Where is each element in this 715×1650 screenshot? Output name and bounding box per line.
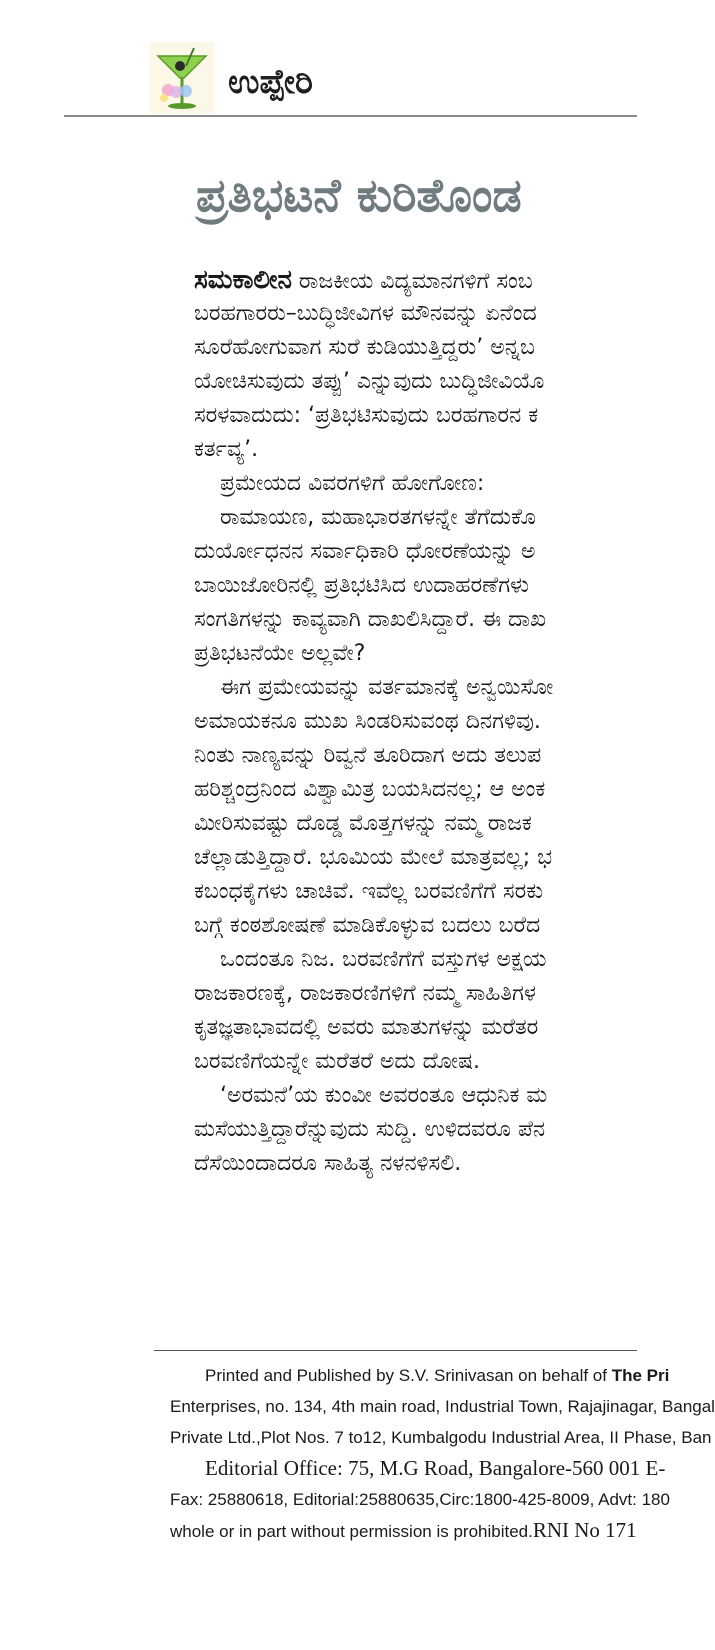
article-line: ಈಗ ಪ್ರಮೇಯವನ್ನು ವರ್ತಮಾನಕ್ಕೆ ಅನ್ವಯಿಸೋ bbox=[220, 675, 554, 700]
article-line: ಪ್ರಮೇಯದ ವಿವರಗಳಿಗೆ ಹೋಗೋಣ: bbox=[220, 471, 485, 496]
footer-divider bbox=[154, 1350, 637, 1351]
article-line: ಕೃತಜ್ಞತಾಭಾವದಲ್ಲಿ ಅವರು ಮಾತುಗಳನ್ನು ಮರೆತರ bbox=[194, 1015, 539, 1040]
article-line: ಬರವಣಿಗೆಯನ್ನೇ ಮರೆತರೆ ಅದು ದೋಷ. bbox=[194, 1049, 481, 1074]
article-line: ಪ್ರತಿಭಟನೆಯೇ ಅಲ್ಲವೇ? bbox=[194, 641, 366, 666]
article-line: ರಾಮಾಯಣ, ಮಹಾಭಾರತಗಳನ್ನೇ ತೆಗೆದುಕೊ bbox=[220, 505, 536, 530]
article-line: ರಾಜಕಾರಣಕ್ಕೆ, ರಾಜಕಾರಣಿಗಳಿಗೆ ನಮ್ಮ ಸಾಹಿತಿಗಳ bbox=[194, 981, 536, 1006]
article-body bbox=[194, 263, 637, 1181]
article-line: ಬಾಯಿಜೋರಿನಲ್ಲಿ ಪ್ರತಿಭಟಿಸಿದ ಉದಾಹರಣೆಗಳು bbox=[194, 573, 530, 598]
imprint-line: Fax: 25880618, Editorial:25880635,Circ:1800-425-8009, Advt: 180 bbox=[170, 1490, 670, 1509]
imprint-line: Enterprises, no. 134, 4th main road, Industrial Town, Rajajinagar, Bangal bbox=[170, 1397, 715, 1416]
imprint-line: whole or in part without permission is prohibited.RNI No 171 bbox=[170, 1518, 637, 1542]
imprint-footer bbox=[170, 1360, 715, 1546]
imprint-line: Printed and Published by S.V. Srinivasan on behalf of The Pri bbox=[205, 1366, 670, 1385]
imprint-line: Editorial Office: 75, M.G Road, Bangalore-560 001 E- bbox=[205, 1456, 666, 1480]
article-line: ಕಬಂಧಕೈಗಳು ಚಾಚಿವೆ. ಇವೆಲ್ಲ ಬರವಣಿಗೆಗೆ ಸರಕು bbox=[194, 879, 544, 904]
article-line: ಚೆಲ್ಲಾಡುತ್ತಿದ್ದಾರೆ. ಭೂಮಿಯ ಮೇಲೆ ಮಾತ್ರವಲ್ಲ; ಭ bbox=[194, 845, 553, 870]
article-line: ಬರಹಗಾರರು–ಬುದ್ಧಿಜೀವಿಗಳ ಮೌನವನ್ನು ಏನೆಂದ bbox=[194, 301, 537, 326]
cocktail-glass-icon bbox=[150, 42, 214, 114]
imprint-line: Private Ltd.,Plot Nos. 7 to12, Kumbalgodu Industrial Area, II Phase, Ban bbox=[170, 1428, 712, 1447]
article-line: ಸಮಕಾಲೀನ ರಾಜಕೀಯ ವಿದ್ಯಮಾನಗಳಿಗೆ ಸಂಬ bbox=[194, 265, 533, 295]
article-line: ಬಗ್ಗೆ ಕಂಠಶೋಷಣೆ ಮಾಡಿಕೊಳ್ಳುವ ಬದಲು ಬರೆದ bbox=[194, 913, 541, 938]
article-line: ಯೋಚಿಸುವುದು ತಪ್ಪು’ ಎನ್ನುವುದು ಬುದ್ಧಿಜೀವಿಯೊ bbox=[194, 369, 545, 394]
article-line: ಮೀರಿಸುವಷ್ಟು ದೊಡ್ಡ ಮೊತ್ತಗಳನ್ನು ನಮ್ಮ ರಾಜಕ bbox=[194, 811, 532, 836]
article-line: ಹರಿಶ್ಚಂದ್ರನಿಂದ ವಿಶ್ವಾಮಿತ್ರ ಬಯಸಿದನಲ್ಲ; ಆ ಅಂಕ bbox=[194, 777, 546, 802]
article-headline: ಪ್ರತಿಭಟನೆ ಕುರಿತೊಂಡ bbox=[196, 168, 522, 222]
article-line: ‘ಅರಮನೆ’ಯ ಕುಂವೀ ಅವರಂತೂ ಆಧುನಿಕ ಮ bbox=[220, 1083, 548, 1108]
article-line: ಸಂಗತಿಗಳನ್ನು ಕಾವ್ಯವಾಗಿ ದಾಖಲಿಸಿದ್ದಾರೆ. ಈ ದಾಖ bbox=[194, 607, 547, 632]
article-line: ಅಮಾಯಕನೂ ಮುಖ ಸಿಂಡರಿಸುವಂಥ ದಿನಗಳಿವು. bbox=[194, 709, 541, 734]
article-line: ಸೂರೆಹೋಗುವಾಗ ಸುರೆ ಕುಡಿಯುತ್ತಿದ್ದರು’ ಅನ್ನಬ bbox=[194, 335, 535, 360]
article-line: ಒಂದಂತೂ ನಿಜ. ಬರವಣಿಗೆಗೆ ವಸ್ತುಗಳ ಅಕ್ಷಯ bbox=[220, 947, 547, 972]
article-line: ನಿಂತು ನಾಣ್ಯವನ್ನು ರಿವ್ವನೆ ತೂರಿದಾಗ ಅದು ತಲುಪ bbox=[194, 743, 542, 768]
article-line: ಕರ್ತವ್ಯ’. bbox=[194, 437, 259, 462]
section-title: ಉಪ್ಪೇರಿ bbox=[228, 62, 313, 102]
lead-word: ಸಮಕಾಲೀನ bbox=[194, 265, 292, 295]
article-line: ಮಸೆಯುತ್ತಿದ್ದಾರೆನ್ನುವುದು ಸುದ್ದಿ. ಉಳಿದವರೂ ಪೆನ bbox=[194, 1117, 546, 1142]
article-line: ದೆಸೆಯಿಂದಾದರೂ ಸಾಹಿತ್ಯ ನಳನಳಿಸಲಿ. bbox=[194, 1151, 462, 1176]
article-line: ದುರ್ಯೋಧನನ ಸರ್ವಾಧಿಕಾರಿ ಧೋರಣೆಯನ್ನು ಅ bbox=[194, 539, 536, 564]
article-line: ಸರಳವಾದುದು: ‘ಪ್ರತಿಭಟಿಸುವುದು ಬರಹಗಾರನ ಕ bbox=[194, 403, 539, 428]
header-divider bbox=[64, 115, 637, 117]
